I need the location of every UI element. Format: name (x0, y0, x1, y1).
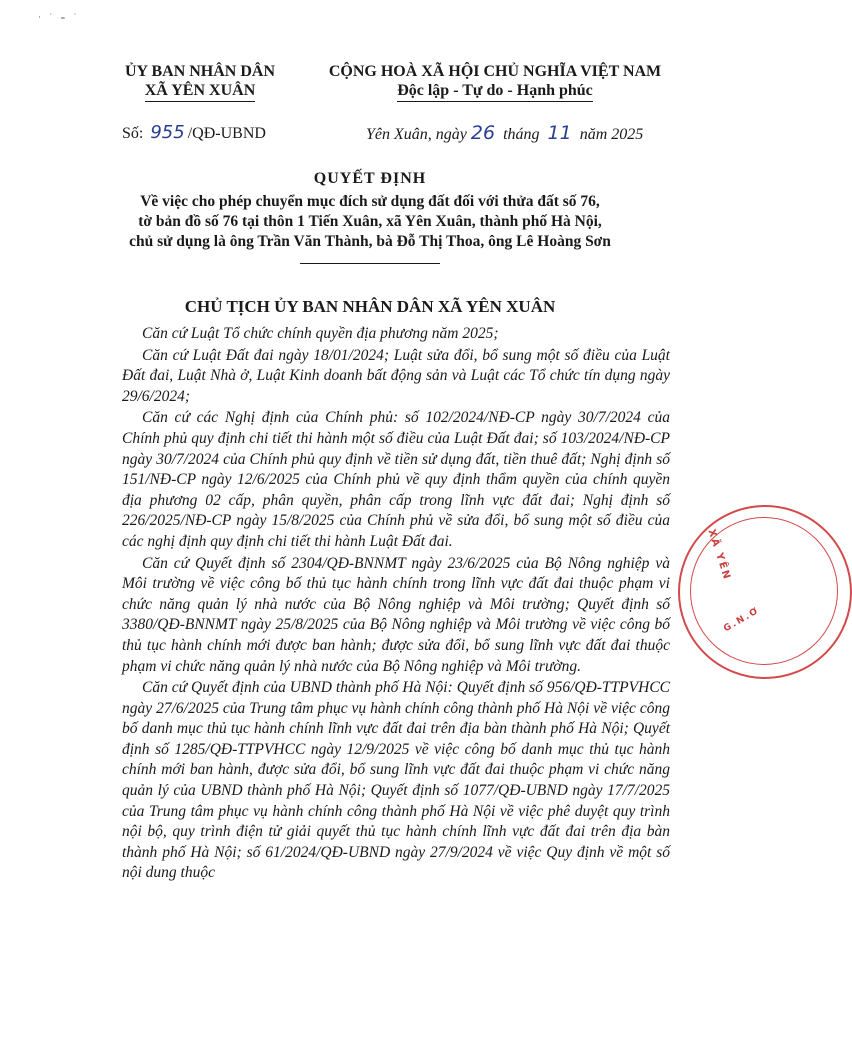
issuer-name: ỦY BAN NHÂN DÂN (124, 63, 276, 80)
doc-number-handwritten: 955 (150, 122, 185, 143)
subject-line: tờ bản đồ số 76 tại thôn 1 Tiến Xuân, xã Yên Xuân, thành phố Hà Nội, (138, 213, 602, 230)
date-day-handwritten: 26 (470, 122, 496, 144)
title-divider (300, 263, 440, 264)
doc-number-prefix: Số: (122, 125, 144, 142)
legal-basis-paragraph: Căn cứ Luật Tổ chức chính quyền địa phương năm 2025; (142, 325, 499, 342)
date-place-prefix: Yên Xuân, ngày (366, 126, 467, 143)
seal-text-top: XÃ YÊN (705, 528, 733, 583)
national-motto: Độc lập - Tự do - Hạnh phúc (397, 81, 593, 102)
legal-basis-paragraph: Căn cứ Quyết định số 2304/QĐ-BNNMT ngày 23/6/2025 của Bộ Nông nghiệp và Môi trường về việc công bố thủ tục hành chính trong lĩnh vực đất đai thuộc phạm vi chức năng quản lý nhà nước của Bộ Nông nghiệp và Môi trường; Quyết định số 3380/QĐ-BNNMT ngày 25/8/2025 của Bộ Nông nghiệp và Môi trường về việc công bố thủ tục hành chính mới được ban hành; được sửa đổi, bổ sung lĩnh vực đất đai thuộc phạm vi chức năng quản lý nhà nước của Bộ Nông nghiệp và Môi trường. (122, 554, 670, 675)
date-year: năm 2025 (579, 126, 644, 143)
authority-heading: CHỦ TỊCH ỦY BAN NHÂN DÂN XÃ YÊN XUÂN (184, 297, 556, 316)
national-name: CỘNG HOÀ XÃ HỘI CHỦ NGHĨA VIỆT NAM (328, 63, 662, 80)
subject-line: chủ sử dụng là ông Trần Văn Thành, bà Đỗ Thị Thoa, ông Lê Hoàng Sơn (129, 233, 611, 250)
legal-basis-paragraph: Căn cứ Quyết định của UBND thành phố Hà Nội: Quyết định số 956/QĐ-TTPVHCC ngày 27/6/2025 của Trung tâm phục vụ hành chính công thành phố Hà Nội về việc công bố danh mục thủ tục hành chính lĩnh vực đất đai trên địa bàn thành phố Hà Nội; Quyết định số 1285/QĐ-TTPVHCC ngày 12/9/2025 về việc công bố danh mục thủ tục hành chính mới ban hành, được sửa đổi, bổ sung lĩnh vực đất đai thuộc phạm vi chức năng quản lý của UBND thành phố Hà Nội; Quyết định số 1077/QĐ-UBND ngày 17/7/2025 của Trung tâm phục vụ hành chính công thành phố Hà Nội về việc phê duyệt quy trình nội bộ, quy trình điện tử giải quyết thủ tục hành chính lĩnh vực đất đai trên địa bàn thành phố Hà Nội; số 61/2024/QĐ-UBND ngày 27/9/2024 về việc Quy định về một số nội dung thuộc (122, 679, 670, 882)
legal-basis-paragraph: Căn cứ các Nghị định của Chính phủ: số 102/2024/NĐ-CP ngày 30/7/2024 của Chính phủ quy định chi tiết thi hành một số điều của Luật Đất đai; số 103/2024/NĐ-CP ngày 30/7/2024 của Chính phủ quy định về tiền sử dụng đất, tiền thuê đất; Nghị định số 151/NĐ-CP ngày 12/6/2025 của Chính phủ về quy định thẩm quyền của chính quyền địa phương 02 cấp, phân quyền, phân cấp trong lĩnh vực đất đai; Nghị định số 226/2025/NĐ-CP ngày 15/8/2025 của Chính phủ về sửa đổi, bổ sung một số điều của các nghị định quy định chi tiết thi hành Luật Đất đai. (122, 409, 670, 550)
document-body (122, 324, 670, 885)
issuer-commune: XÃ YÊN XUÂN (145, 81, 256, 102)
document-date (366, 122, 643, 144)
document-number (122, 122, 266, 143)
legal-basis-paragraph: Căn cứ Luật Đất đai ngày 18/01/2024; Luật sửa đổi, bổ sung một số điều của Luật Đất đai, Luật Nhà ở, Luật Kinh doanh bất động sản và Luật các Tổ chức tín dụng ngày 29/6/2024; (122, 346, 670, 405)
document-subject (70, 192, 670, 252)
doc-number-suffix: /QĐ-UBND (187, 125, 266, 142)
seal-text-bottom: G.N.Ơ (722, 605, 762, 635)
date-month-handwritten: 11 (547, 122, 572, 144)
document-title: QUYẾT ĐỊNH (313, 170, 427, 187)
national-header (300, 62, 690, 102)
issuer-header (100, 62, 300, 102)
margin-scribble: · ˙ ₌ ˙ (38, 12, 80, 22)
date-month-label: tháng (503, 126, 540, 143)
subject-line: Về việc cho phép chuyển mục đích sử dụng đất đối với thửa đất số 76, (140, 193, 600, 210)
